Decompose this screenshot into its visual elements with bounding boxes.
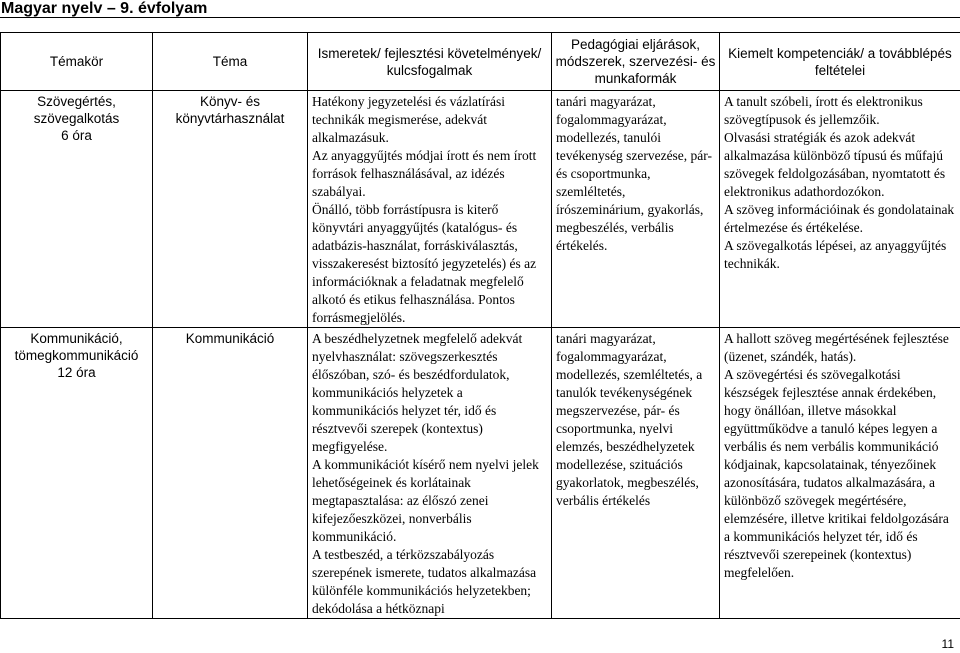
column-header-temakor: Témakör — [1, 33, 153, 91]
cell-modszerek: tanári magyarázat, fogalommagyarázat, modellezés, szemléltetés, a tanulók tevékenységének megszervezése, pár- és csoportmunka, nyelvi elemzés, beszédhelyzetek modellezése, szituációs gyakorlatok, megbeszélés, verbális értékelés — [552, 328, 720, 619]
column-header-kompetenciak: Kiemelt kompetenciák/ a továbblépés feltételei — [720, 33, 960, 91]
cell-temakor — [1, 91, 153, 328]
cell-modszerek: tanári magyarázat, fogalommagyarázat, modellezés, tanulói tevékenység szervezése, pár- és csoportmunka, szemléltetés, írószeminárium, gyakorlás, megbeszélés, verbális értékelés. — [552, 91, 720, 328]
header-rule — [0, 17, 960, 18]
cell-temakor — [1, 328, 153, 619]
ismeretek-paragraph: Önálló, több forrástípusra is kiterő könyvtári anyaggyűjtés (katalógus- és adatbázis-használat, forráskiválasztás, visszakeresést biztosító jegyzetelés) és az információknak a feladatnak megfelelő alkotó és etikus felhasználása. Pontos forrásmegjelölés. — [312, 202, 537, 325]
temakor-line: 12 óra — [57, 365, 96, 380]
cell-kompetenciak — [720, 91, 960, 328]
column-header-tema: Téma — [153, 33, 308, 91]
ismeretek-paragraph: Az anyaggyűjtés módjai írott és nem írott források felhasználásával, az idézés szabályai. — [312, 148, 537, 199]
table-header-row — [1, 33, 960, 91]
kompetencia-paragraph: Olvasási stratégiák és azok adekvát alkalmazása különböző típusú és műfajú szövegek feldolgozásában, nyomtatott és elektronikus adathordozókon. — [724, 130, 946, 199]
cell-ismeretek — [308, 91, 552, 328]
tema-line: Könyv- és — [199, 94, 261, 109]
curriculum-table — [0, 32, 960, 619]
table-row — [1, 91, 960, 328]
column-header-modszerek: Pedagógiai eljárások, módszerek, szervezési- és munkaformák — [552, 33, 720, 91]
cell-tema — [153, 91, 308, 328]
temakor-line: tömegkommunikáció — [14, 348, 139, 363]
tema-line: Kommunikáció — [185, 331, 275, 346]
cell-kompetenciak — [720, 328, 960, 619]
page-number: 11 — [941, 637, 954, 651]
ismeretek-paragraph: A testbeszéd, a térközszabályozás szerepének ismerete, tudatos alkalmazása különféle kommunikációs helyzetekben; dekódolása a hétköznapi — [312, 547, 537, 616]
page-header: Magyar nyelv – 9. évfolyam — [1, 0, 208, 17]
ismeretek-paragraph: Hatékony jegyzetelési és vázlatírási technikák megismerése, adekvát alkalmazásuk. — [312, 94, 506, 145]
kompetencia-paragraph: A szövegalkotás lépései, az anyaggyűjtés technikák. — [724, 238, 947, 271]
ismeretek-paragraph: A beszédhelyzetnek megfelelő adekvát nyelvhasználat: szövegszerkesztés élőszóban, szó- és beszédfordulatok, kommunikációs helyzetek a kommunikációs helyzet tér, idő és résztvevői szerepek (kontextus) megfigyelése. — [312, 331, 523, 454]
kompetencia-paragraph: A szöveg információinak és gondolatainak értelmezése és értékelése. — [724, 202, 955, 235]
temakor-line: szövegalkotás — [33, 111, 120, 126]
kompetencia-paragraph: A tanult szóbeli, írott és elektronikus szövegtípusok és jellemzőik. — [724, 94, 923, 127]
cell-tema — [153, 328, 308, 619]
temakor-line: Szövegértés, — [37, 94, 116, 109]
table-row — [1, 328, 960, 619]
column-header-ismeretek: Ismeretek/ fejlesztési követelmények/ kulcsfogalmak — [308, 33, 552, 91]
temakor-line: Kommunikáció, — [30, 331, 123, 346]
kompetencia-paragraph: A szövegértési és szövegalkotási készségek fejlesztése annak érdekében, hogy önállóan, illetve másokkal együttműködve a tanuló képes legyen a verbális és nem verbális kommunikáció kódjainak, kapcsolatainak, tényezőinek azonosítására, tudatos alkalmazására, a különböző szövegek megértésére, elemzésére, illetve kritikai feldolgozására a kommunikációs helyzet tér, idő és résztvevői szerepeinek (kontextus) megfelelően. — [724, 367, 949, 580]
cell-ismeretek — [308, 328, 552, 619]
kompetencia-paragraph: A hallott szöveg megértésének fejlesztése (üzenet, szándék, hatás). — [724, 331, 949, 364]
ismeretek-paragraph: A kommunikációt kísérő nem nyelvi jelek lehetőségeinek és korlátainak megtapasztalása: az élőszó zenei kifejezőeszközei, nonverbális kommunikáció. — [312, 457, 539, 544]
temakor-line: 6 óra — [61, 128, 92, 143]
tema-line: könyvtárhasználat — [175, 111, 285, 126]
